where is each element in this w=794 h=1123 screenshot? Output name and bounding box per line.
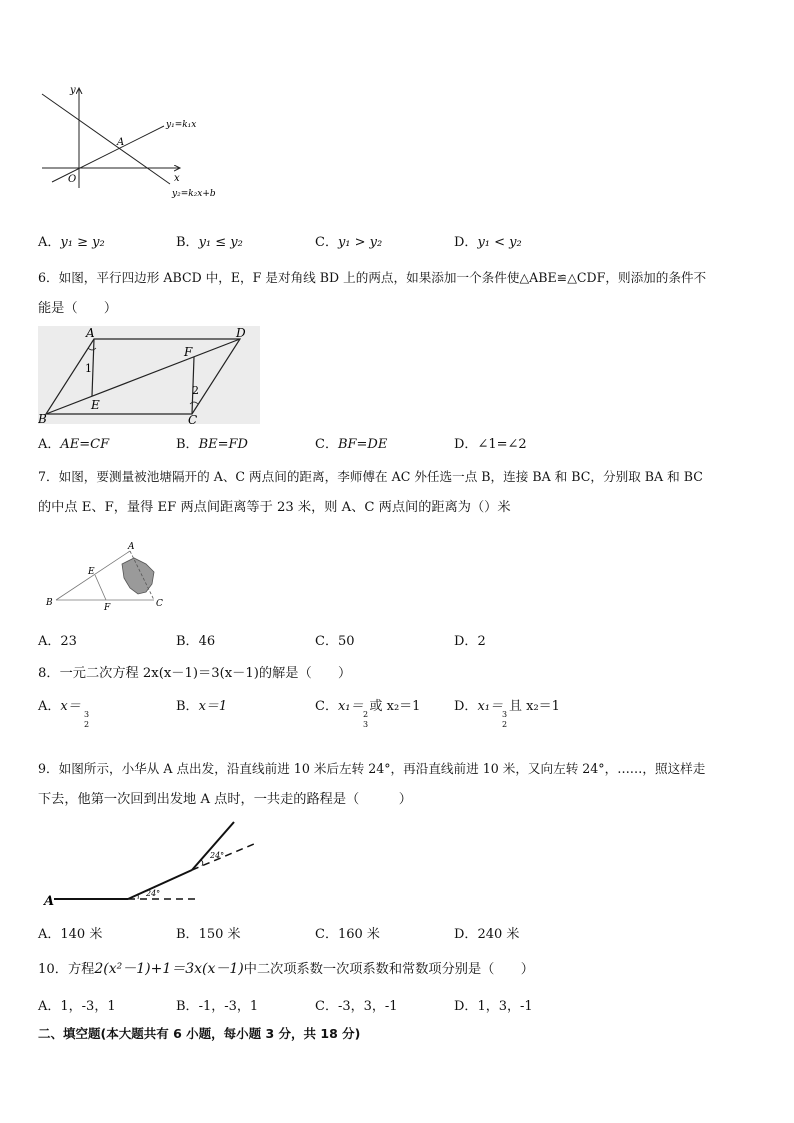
option-letter: A．	[38, 999, 61, 1014]
option-letter: C．	[315, 437, 338, 452]
q5-figure	[38, 84, 228, 204]
option-text: x＝	[60, 699, 81, 714]
q7-option-c[interactable]	[315, 633, 355, 651]
x-axis-label: x	[174, 173, 180, 184]
q5-option-d[interactable]	[454, 234, 522, 252]
q8-stem: 8．一元二次方程 2x(x－1)＝3(x－1)的解是（ ）	[38, 666, 352, 681]
option-letter: B．	[176, 927, 199, 942]
q5-option-a[interactable]	[38, 234, 105, 252]
option-text: y₁ ≤ y₂	[198, 235, 243, 250]
label-a: A	[44, 894, 55, 909]
angle-label-2: 24°	[210, 851, 225, 860]
q10-option-b[interactable]	[176, 998, 258, 1016]
q7-option-d[interactable]	[454, 633, 486, 651]
option-text: 240 米	[477, 927, 520, 942]
section-2-heading: 二、填空题(本大题共有 6 小题，每小题 3 分，共 18 分)	[38, 1026, 361, 1041]
option-text: 1，3，-1	[477, 999, 533, 1014]
option-letter: A．	[38, 235, 61, 250]
q6-option-d[interactable]	[454, 436, 527, 454]
option-text: x₁＝	[337, 699, 364, 714]
q9-stem-line1: 9．如图所示，小华从 A 点出发，沿直线前进 10 米后左转 24°，再沿直线前进 10 米，又向左转 24°，……，照这样走	[38, 761, 706, 776]
q7-figure	[42, 542, 172, 614]
option-letter: C．	[315, 634, 338, 649]
label-angle1: 1	[85, 362, 92, 375]
line1-label: y₁=k₁x	[166, 120, 197, 130]
origin-label: O	[68, 174, 77, 185]
frac-den: 3	[363, 720, 369, 729]
q10-equation: 2(x²－1)+1＝3x(x－1)	[94, 961, 244, 977]
label-a: A	[86, 326, 95, 340]
option-text: 50	[337, 634, 355, 649]
label-c: C	[188, 413, 198, 424]
q10-stem	[38, 959, 534, 980]
q5-option-c[interactable]	[315, 234, 382, 252]
option-letter: A．	[38, 699, 61, 714]
option-letter: C．	[315, 235, 338, 250]
option-letter: B．	[176, 634, 199, 649]
q7-option-b[interactable]	[176, 633, 215, 651]
angle-label-1: 24°	[146, 889, 161, 898]
option-text: 150 米	[198, 927, 241, 942]
label-e: E	[91, 398, 100, 412]
q10-suffix: 中二次项系数一次项系数和常数项分别是（ ）	[243, 962, 534, 977]
option-text: BE=FD	[198, 437, 248, 452]
q7-stem-line2: 的中点 E、F，量得 EF 两点间距离等于 23 米，则 A、C 两点间的距离为（）米	[38, 500, 511, 515]
label-d: D	[236, 326, 246, 340]
frac-num: 2	[363, 710, 369, 719]
option-letter: C．	[315, 927, 338, 942]
label-b: B	[38, 412, 47, 424]
label-b: B	[46, 598, 53, 608]
option-letter: D．	[454, 634, 478, 649]
q7-stem-line1: 7．如图，要测量被池塘隔开的 A、C 两点间的距离，李师傅在 AC 外任选一点 B，连接 BA 和 BC，分别取 BA 和 BC	[38, 469, 703, 484]
option-letter: B．	[176, 699, 199, 714]
q8-option-d[interactable]	[454, 698, 560, 729]
q9-option-d[interactable]	[454, 926, 519, 944]
option-letter: C．	[315, 699, 338, 714]
option-letter: D．	[454, 927, 478, 942]
q6-figure	[38, 326, 260, 424]
point-a-label: A	[117, 137, 125, 148]
label-f: F	[184, 345, 193, 359]
option-letter: B．	[176, 999, 199, 1014]
option-letter: D．	[454, 235, 478, 250]
path-segment-3	[192, 822, 234, 870]
option-text: 1，-3，1	[60, 999, 116, 1014]
q9-option-b[interactable]	[176, 926, 241, 944]
q6-stem-line2: 能是（ ）	[38, 301, 118, 316]
line-y2	[42, 94, 170, 184]
q9-option-a[interactable]	[38, 926, 102, 944]
option-text: -1，-3，1	[198, 999, 259, 1014]
option-letter: B．	[176, 235, 199, 250]
q6-stem-line1: 6．如图，平行四边形 ABCD 中，E，F 是对角线 BD 上的两点，如果添加一个条件使△ABE≌△CDF，则添加的条件不	[38, 270, 707, 285]
option-text: 46	[198, 634, 216, 649]
option-letter: A．	[38, 634, 61, 649]
option-text: 2	[477, 634, 486, 649]
q8-option-c[interactable]	[315, 698, 421, 729]
option-text: y₁ > y₂	[337, 235, 383, 250]
segment-ef	[95, 575, 106, 600]
q6-option-c[interactable]	[315, 436, 387, 454]
option-text: -3，3，-1	[337, 999, 398, 1014]
q9-option-c[interactable]	[315, 926, 380, 944]
option-text: ∠1=∠2	[477, 437, 527, 452]
option-text: 140 米	[60, 927, 103, 942]
q8-option-b[interactable]	[176, 698, 227, 716]
q10-option-c[interactable]	[315, 998, 398, 1016]
q9-figure	[40, 818, 260, 910]
q5-option-b[interactable]	[176, 234, 243, 252]
q6-option-b[interactable]	[176, 436, 248, 454]
option-text: y₁ ≥ y₂	[60, 235, 105, 250]
label-a: A	[128, 542, 135, 552]
y-axis-label: y	[70, 85, 76, 96]
option-after: 或 x₂＝1	[369, 699, 421, 714]
option-text: 160 米	[337, 927, 380, 942]
option-letter: D．	[454, 699, 478, 714]
option-letter: B．	[176, 437, 199, 452]
option-after: 且 x₂＝1	[508, 699, 560, 714]
q8-option-a[interactable]	[38, 698, 90, 729]
label-angle2: 2	[192, 384, 199, 397]
option-text: AE=CF	[60, 437, 110, 452]
option-text: x＝1	[198, 699, 228, 714]
option-text: BF=DE	[337, 437, 388, 452]
frac-den: 2	[84, 720, 90, 729]
q9-stem-line2: 下去，他第一次回到出发地 A 点时，一共走的路程是（ ）	[38, 792, 412, 807]
q10-option-a[interactable]	[38, 998, 116, 1016]
option-letter: D．	[454, 437, 478, 452]
option-letter: C．	[315, 999, 338, 1014]
option-letter: A．	[38, 437, 61, 452]
label-c: C	[156, 599, 163, 609]
line2-label: y₂=k₂x+b	[172, 189, 216, 199]
q7-option-a[interactable]	[38, 633, 77, 651]
frac-num: 3	[502, 710, 508, 719]
q10-option-d[interactable]	[454, 998, 533, 1016]
label-e: E	[88, 567, 95, 577]
option-text: x₁＝	[477, 699, 503, 714]
q10-prefix: 10．方程	[38, 962, 95, 977]
pond	[122, 558, 154, 594]
label-f: F	[104, 603, 111, 613]
option-letter: D．	[454, 999, 478, 1014]
frac-den: 2	[502, 720, 508, 729]
option-text: y₁ < y₂	[477, 235, 522, 250]
q6-option-a[interactable]	[38, 436, 109, 454]
option-letter: A．	[38, 927, 61, 942]
frac-num: 3	[84, 710, 90, 719]
option-text: 23	[60, 634, 77, 649]
